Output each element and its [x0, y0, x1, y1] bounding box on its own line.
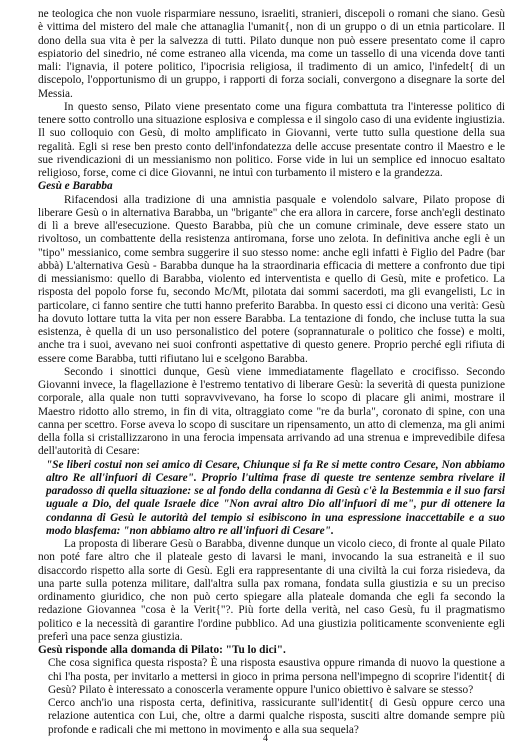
section-heading: Gesù e Barabba — [38, 180, 113, 193]
paragraph: La proposta di liberare Gesù o Barabba, divenne dunque un vicolo cieco, di fronte al quale Pilato non poté fare altro che il plateale gesto di lavarsi le mani, invocando la sua estraneità e il suo disaccordo rispetto alla sorte di Gesù. Egli era rappresentante di una civiltà la cui forza risiedeva, da una parte sulla potenza militare, dall'altra sulla pax romana, fondata sulla giustizia e su un preciso ordinamento giuridico, che non può certo spiegare alla plateale domanda che egli fa secondo la redazione Giovannea "cosa è la Verit{"?. Più forte della verità, nel caso Gesù, fu il pragmatismo politico e la necessità di garantire l'ordine pubblico. Ad una giustizia politicamente sconveniente egli preferì una pace senza giustizia. — [38, 538, 505, 643]
paragraph: Che cosa significa questa risposta? È una risposta esaustiva oppure rimanda di nuovo la questione a chi l'ha posta, per invitarlo a mettersi in gioco in prima persona nell'impegno di scoprire l'identit{ di Gesù? Pilato è interessato a conoscerla veramente oppure l'unico obiettivo è salvare se stesso? — [48, 657, 505, 696]
quote-block: "Se liberi costui non sei amico di Cesare, Chiunque si fa Re si mette contro Cesare, Non abbiamo altro Re all'infuori di Cesare". Proprio l'ultima frase di queste tre sentenze sembra rivelare il paradosso di quella situazione: se al fondo della condanna di Gesù c'è la Bestemmia e il suo farsi uguale a Dio, del quale Israele dice "Non avrai altro Dio all'infuori di me", pur di ottenere la condanna di Gesù le autorità del tempio si esibiscono in una espressione inaccettabile e a suo modo blasfema: "non abbiamo altro re all'infuori di Cesare". — [46, 458, 505, 537]
section-heading: Gesù risponde alla domanda di Pilato: "Tu lo dici". — [38, 644, 286, 656]
paragraph: ne teologica che non vuole risparmiare nessuno, israeliti, stranieri, discepoli o romani che siano. Gesù è vittima del mistero del male che attanaglia l'umanit{, non di un gruppo o di un etnia particolare. Il dono della sua vita è per la salvezza di tutti. Pilato dunque non può essere presentato come il capro espiatorio del sinedrio, né come estraneo alla vicenda, ma come un tassello di una vicenda dove tanti mali: l'ignavia, il potere politico, l'ipocrisia religiosa, il tradimento di un amico, l'infedelt{ di un discepolo, l'opportunismo di un gruppo, i rapporti di forza sociali, convergono a disegnare la sorte del Messia. — [38, 8, 505, 100]
paragraph: Secondo i sinottici dunque, Gesù viene immediatamente flagellato e crocifisso. Secondo Giovanni invece, la flagellazione è l'estremo tentativo di liberare Gesù: la severità di questa punizione corporale, alla quale non tutti sopravvivevano, ha forse lo scopo di placare gli animi, mostrare il Maestro ridotto allo stremo, in fin di vita, oltraggiato come "re da burla", coronato di spine, con una canna per scettro. Forse aveva lo scopo di suscitare un ripensamento, un atto di clemenza, ma gli animi della folla si cristallizzarono in una ferocia impensata arrivando ad una strenua e imprevedibile difesa dell'autorità di Cesare: — [38, 365, 505, 458]
paragraph: In questo senso, Pilato viene presentato come una figura combattuta tra l'interesse politico di tenere sotto controllo una situazione esplosiva e complessa e il singolo caso di una evidente ingiustizia. Il suo colloquio con Gesù, di molto amplificato in Giovanni, verte tutto sulla questione della sua regalità. Egli si rese ben presto conto dell'infondatezza delle accuse presentate contro il Maestro e le sue rivendicazioni di un messianismo non politico. Forse vide in lui un semplice ed innocuo esaltato religioso, forse, come ci dice Giovanni, ne intuì con turbamento il mistero e la grandezza. — [38, 100, 505, 179]
paragraph: Rifacendosi alla tradizione di una amnistia pasquale e volendolo salvare, Pilato propose di liberare Gesù o in alternativa Barabba, un "brigante" che era allora in carcere, forse anch'egli destinato di lì a breve all'esecuzione. Questo Barabba, più che un comune criminale, deve essere stato un rivoltoso, un combattente della resistenza antiromana, forse uno zelota. In definitiva anche egli è un "tipo" messianico, come sembra suggerire il suo stesso nome: anche egli infatti è Figlio del Padre (bar abbà) L'alternativa Gesù - Barabba dunque ha la straordinaria efficacia di mettere a confronto due tipi di messianismo: quello di Barabba, violento ed interventista e quello di Gesù, mite e profetico. La risposta del popolo forse fu, secondo Mc/Mt, pilotata dai sommi sacerdoti, ma gli evangelisti, Lc in particolare, ci fanno sentire che tutti hanno preferito Barabba. In questo essi ci dicono una verità: Gesù ha dovuto lottare tutta la vita per non essere Barabba. La tentazione di fondo, che incluse tutta la sua esistenza, è quella di un uso personalistico del potere (soprannaturale o politico che fosse) e molti, anche tra i suoi, avevano nei suoi confronti aspettative di questo genere. Proprio perché egli rifiuta di essere come Barabba, tutti rifiutano lui e scelgono Barabba. — [38, 193, 505, 365]
paragraph: Cerco anch'io una risposta certa, definitiva, rassicurante sull'identit{ di Gesù oppure cerco una relazione autentica con Lui, che, oltre a darmi qualche risposta, susciti altre domande sempre più profonde e radicali che mi mettono in movimento e alla sua sequela? — [48, 697, 505, 736]
page-number: 4 — [263, 733, 268, 744]
